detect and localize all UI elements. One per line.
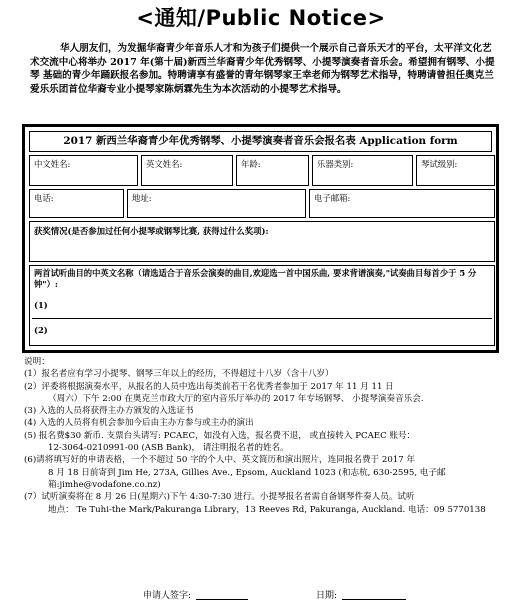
form-title: 2017 新西兰华裔青少年优秀钢琴、小提琴演奏者音乐会报名表 Application form (29, 131, 492, 152)
applicant-signature-label: 申请人签字: (143, 591, 192, 601)
note-line: (6)请将填写好的申请表格，一个不超过 50 字的个人中、英文简历和演出照片，连同报名费于 2017 年 (24, 455, 416, 466)
phone-field[interactable] (29, 189, 124, 218)
age-label: 年龄: (241, 159, 261, 169)
chinese-name-label: 中文姓名: (34, 159, 71, 169)
address-field[interactable] (127, 189, 306, 218)
application-form (22, 124, 499, 353)
pieces-field[interactable] (29, 265, 495, 346)
note-line: 地点： Te Tuhi-the Mark/Pakuranga Library，13 Reeves Rd, Pakuranga, Auckland. 电话：09 5770138 (48, 504, 486, 515)
instrument-label: 乐器类别: (317, 159, 354, 169)
phone-label: 电话: (34, 193, 54, 203)
age-field[interactable] (236, 155, 309, 186)
date-line[interactable] (342, 599, 406, 600)
date-label: 日期: (316, 591, 338, 601)
instrument-field[interactable] (312, 155, 413, 186)
note-line: (3) 入选的人员将获得主办方颁发的入选证书 (24, 406, 194, 417)
awards-field[interactable] (29, 221, 495, 262)
note-line: 8 月 18 日前寄到 Jim He, 273A, Gillies Ave., Epsom, Auckland 1023 (和志杭, 630-2595, 电子邮 (48, 467, 446, 478)
applicant-signature-line[interactable] (196, 599, 248, 600)
note-line: 12-3064-0210991-00 (ASB Bank)， 请注明报名者的姓名。 (48, 443, 289, 454)
note-line: (2）评委将根据演奏水平，从报名的人员中选出每类前若干名优秀者参加于 2017 年 11 月 11 日 (24, 381, 394, 392)
note-line: (4) 入选的人员将有机会参加今后由主办方参与或主办的演出 (24, 418, 254, 429)
piece-1-line (32, 318, 492, 319)
address-label: 地址: (132, 193, 152, 203)
grade-label: 琴试级别: (421, 159, 458, 169)
email-label: 电子邮箱: (314, 193, 351, 203)
notes-heading: 说明： (24, 357, 50, 367)
note-line: (5) 报名费$30 新币. 支票台头请写: PCAEC，如没有入选，报名费不退， 或直接转入 PCAEC 账号： (24, 430, 416, 441)
english-name-label: 英文姓名: (146, 159, 183, 169)
notice-intro: 华人朋友们，为发掘华裔青少年音乐人才和为孩子们提供一个展示自己音乐天才的平台，太平洋文化艺术交流中心将举办 2017 年(第十届)新西兰华裔青少年优秀钢琴、小提琴演奏者音乐会。希望拥有钢琴、小提琴 基础的青少年踊跃报名参加。特聘请享有盛誉的青年钢琴家王幸老师为钢琴艺术指导，特聘请曾担任奥克兰爱乐乐团首位华裔专业小提琴家陈炳霖先生为本次活动的小提琴艺术指导。 (30, 43, 495, 95)
email-field[interactable] (309, 189, 495, 218)
note-line: (1）报名者应有学习小提琴、钢琴三年以上的经历，不得超过十八岁（含十八岁） (24, 369, 334, 380)
note-line: (7）试听演奏将在 8 月 26 日(星期六)下午 4:30-7:30 进行。小提琴报名者需自备钢琴件奏人员。试听 (24, 492, 415, 503)
piece-1-label: (1) (34, 300, 48, 310)
grade-field[interactable] (416, 155, 495, 186)
chinese-name-field[interactable] (29, 155, 138, 186)
awards-question: 获奖情况(是否参加过任何小提琴或钢琴比赛, 获得过什么奖项): (34, 226, 269, 236)
pieces-question: 两首试听曲目的中英文名称（请选适合于音乐会演奏的曲目,欢迎选一首中国乐曲, 要求背谱演奏,"试奏曲目每首少于 5 分钟"）: (34, 268, 477, 289)
note-line: 箱:jimhe@vodafone.co.nz) (48, 479, 161, 490)
note-line: （周六）下午 2:00 在奥克兰市政大厅的室内音乐厅举办的 2017 年专场钢琴、 小提琴演奏音乐会. (48, 393, 424, 404)
notes-section (24, 356, 516, 516)
english-name-field[interactable] (141, 155, 233, 186)
piece-2-label: (2) (34, 325, 48, 335)
notice-title: <通知/Public Notice> (136, 6, 386, 30)
